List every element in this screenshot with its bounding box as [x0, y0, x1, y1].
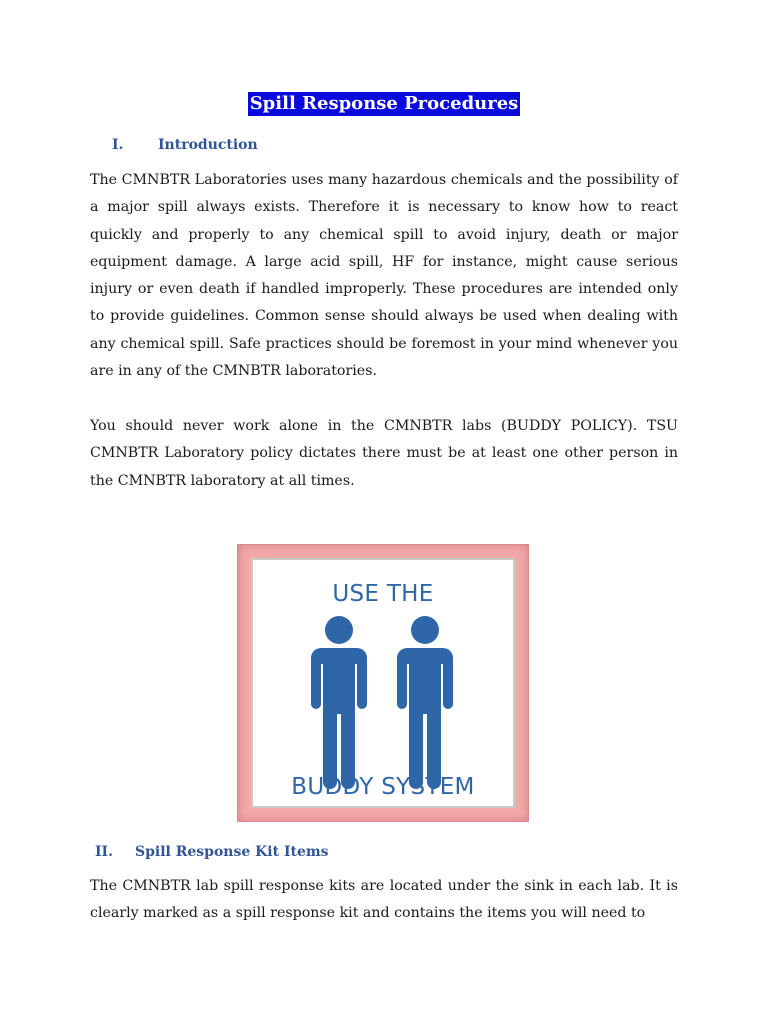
paragraph-text: The CMNBTR Laboratories uses many hazardous chemicals and the possibility of a major spill always exists. Therefore it is necessary to know how to react quickly and properly to any chemical spill to avoid injury, death or major equipment damage. A large acid spill, HF for instance, might cause serious injury or even death if handled improperly. These procedures are intended only to provide guidelines. Common sense should always be used when dealing with any chemical spill. Safe practices should be foremost in your mind whenever you are in any of the CMNBTR laboratories. [90, 172, 678, 380]
figure-top-text: USE THE [332, 581, 434, 607]
kit-items-paragraph [90, 873, 678, 928]
section-heading-kit-items [95, 842, 415, 862]
two-people-icon [253, 560, 513, 806]
intro-paragraph-2 [90, 413, 678, 495]
section-title: Spill Response Kit Items [135, 844, 329, 860]
paragraph-text: You should never work alone in the CMNBTR labs (BUDDY POLICY). TSU CMNBTR Laboratory policy dictates there must be at least one other person in the CMNBTR laboratory at all times. [90, 418, 678, 489]
section-number: I. [112, 137, 124, 153]
figure-bottom-text: BUDDY SYSTEM [291, 774, 475, 800]
section-heading-introduction [112, 135, 412, 155]
page-title: Spill Response Procedures [249, 93, 519, 114]
intro-paragraph-1 [90, 167, 678, 385]
person-body-icon [397, 648, 453, 789]
paragraph-text: The CMNBTR lab spill response kits are located under the sink in each lab. It is clearly marked as a spill response kit and contains the items you will need to [90, 878, 678, 922]
page-title-container [0, 92, 768, 116]
buddy-system-image [237, 544, 529, 822]
person-body-icon [311, 648, 367, 789]
person-head-icon [411, 616, 439, 644]
buddy-system-panel [251, 558, 515, 808]
section-number: II. [95, 844, 113, 860]
section-title: Introduction [158, 137, 258, 153]
person-head-icon [325, 616, 353, 644]
